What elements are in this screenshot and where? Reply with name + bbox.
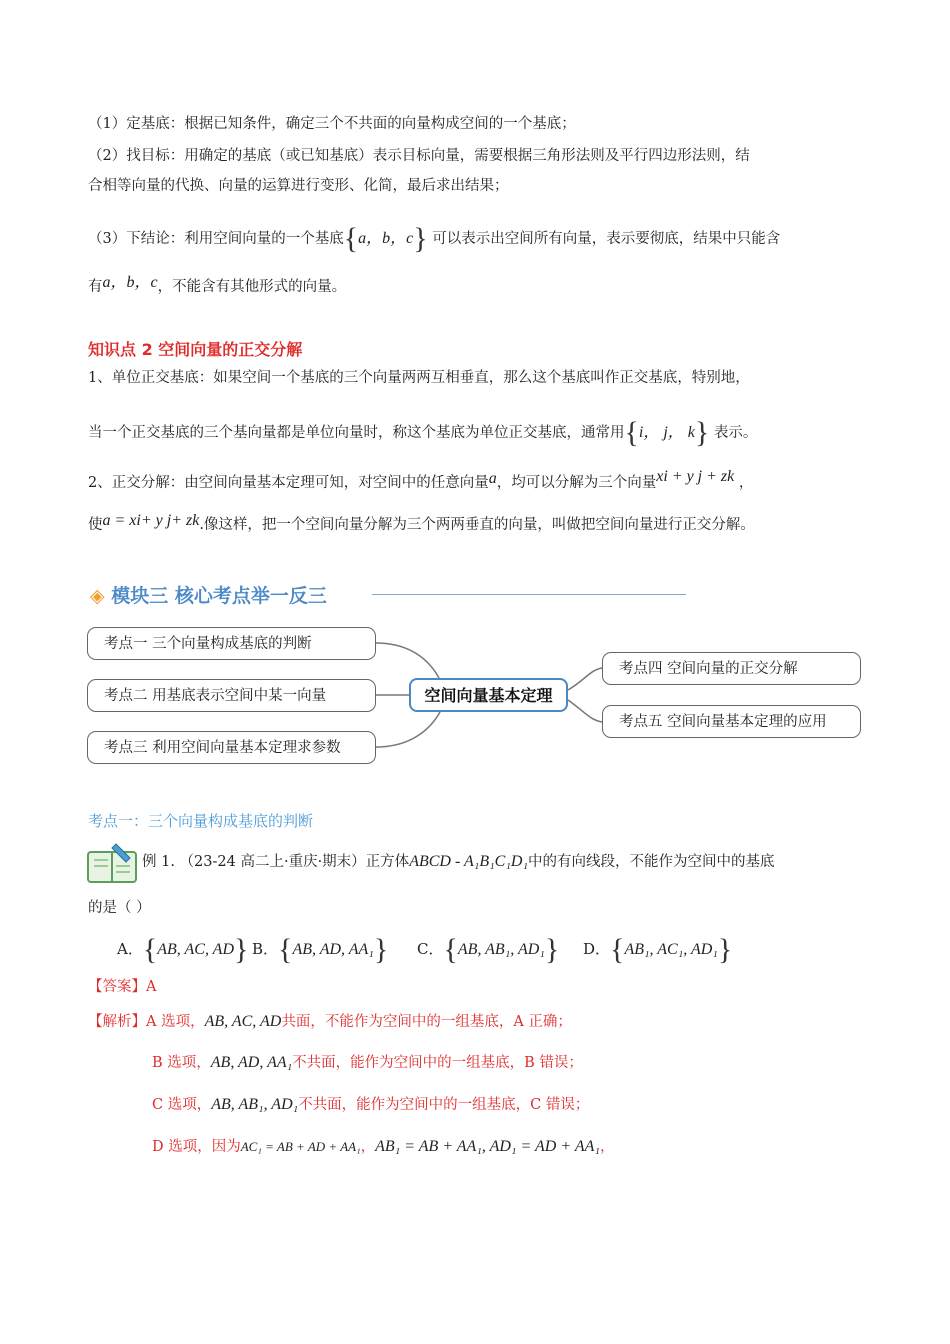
kp2-line3-text: 2、正交分解：由空间向量基本定理可知，对空间中的任意向量 xyxy=(88,475,489,491)
option-b[interactable] xyxy=(252,933,388,967)
option-c[interactable] xyxy=(417,933,559,967)
step-3-text-b: 可以表示出空间所有向量，表示要彻底，结果中只能含 xyxy=(432,231,781,247)
topic-box-5[interactable]: 考点五 空间向量基本定理的应用 xyxy=(602,705,861,738)
brace-right: } xyxy=(413,222,428,255)
topic-box-4[interactable]: 考点四 空间向量的正交分解 xyxy=(602,652,861,685)
topic-box-2[interactable]: 考点二 用基底表示空间中某一向量 xyxy=(87,679,376,712)
topic-box-3[interactable]: 考点三 利用空间向量基本定理求参数 xyxy=(87,731,376,764)
brace-right: } xyxy=(717,933,733,966)
step-2-line2: 合相等向量的代换、向量的运算进行变形、化简，最后求出结果； xyxy=(88,178,509,194)
step-3-text-d: ，不能含有其他形式的向量。 xyxy=(157,279,347,295)
basis-abc: a，b，c xyxy=(358,230,414,247)
analysis-label: 【解析】 xyxy=(88,1014,146,1030)
example-label: 例 1. （23-24 高二上·重庆·期末）正方体 xyxy=(142,854,410,870)
example-line1 xyxy=(142,852,775,872)
expr-full: a = xi+ y j+ zk xyxy=(102,512,200,529)
analysis-d4: AB₁ = AB + AA₁, AD₁ = AD + AA₁ xyxy=(375,1138,600,1155)
step-3-text-c: 有 xyxy=(88,279,103,295)
kp2-line2-end: 表示。 xyxy=(713,425,758,441)
cube-name: ABCD - A₁B₁C₁D₁ xyxy=(409,853,529,870)
book-pencil-icon xyxy=(86,840,140,884)
analysis-a1: A 选项， xyxy=(146,1014,205,1030)
brace-left: { xyxy=(443,933,458,966)
topic-box-1[interactable]: 考点一 三个向量构成基底的判断 xyxy=(87,627,376,660)
brace-left: { xyxy=(142,933,158,966)
analysis-c3: 不共面，能作为空间中的一组基底，C 错误； xyxy=(298,1097,590,1113)
option-set: AB, AB₁, AD₁ xyxy=(457,941,545,958)
mindmap-center: 空间向量基本定理 xyxy=(409,678,568,712)
double-diamond-icon: ◈ xyxy=(90,585,105,607)
kp2-comma: ， xyxy=(738,475,754,491)
kp2-line1: 1、单位正交基底：如果空间一个基底的三个向量两两互相垂直，那么这个基底叫作正交基底，特别地， xyxy=(88,370,750,386)
analysis-c1: C 选项， xyxy=(152,1097,212,1113)
analysis-b3: 不共面，能作为空间中的一组基底，B 错误； xyxy=(292,1055,583,1071)
module-title-text: 模块三 核心考点举一反三 xyxy=(111,585,327,607)
answer-value: A xyxy=(146,979,157,995)
analysis-d5: ， xyxy=(599,1139,615,1155)
option-d[interactable] xyxy=(583,933,732,967)
option-set: AB, AC, AD xyxy=(157,941,234,958)
option-set: AB, AD, AA₁ xyxy=(292,941,374,958)
option-letter: B． xyxy=(252,940,279,958)
kp2-title: 知识点 2 空间向量的正交分解 xyxy=(88,340,303,359)
answer-label: 【答案】 xyxy=(88,979,146,995)
expr-xyz: xi + y j + zk xyxy=(656,468,735,485)
option-letter: A． xyxy=(117,940,143,958)
vector-a: a xyxy=(488,470,497,487)
analysis-b2: AB, AD, AA₁ xyxy=(210,1054,293,1071)
step-2-line1: （2）找目标：用确定的基底（或已知基底）表示目标向量，需要根据三角形法则及平行四边形法则，结 xyxy=(88,148,750,164)
brace-left: { xyxy=(624,416,639,449)
brace-right: } xyxy=(544,933,560,966)
step-3-text-a: （3）下结论：利用空间向量的一个基底 xyxy=(88,231,344,247)
analysis-d1: D 选项，因为 xyxy=(152,1139,241,1155)
analysis-d2: AC₁ = AB + AD + AA₁ xyxy=(240,1139,361,1154)
example-line2: 的是（ ） xyxy=(88,900,151,916)
brace-right: } xyxy=(373,933,389,966)
kp2-line4-text: .像这样，把一个空间向量分解为三个两两垂直的向量，叫做把空间向量进行正交分解。 xyxy=(199,517,755,533)
brace-right: } xyxy=(234,933,249,966)
analysis-b1: B 选项， xyxy=(152,1055,211,1071)
kp2-line3-mid: ，均可以分解为三个向量 xyxy=(496,475,657,491)
brace-left: { xyxy=(343,222,359,255)
option-set: AB₁, AC₁, AD₁ xyxy=(624,941,718,958)
brace-left: { xyxy=(610,933,625,966)
kp2-line2-text: 当一个正交基底的三个基向量都是单位向量时，称这个基底为单位正交基底，通常用 xyxy=(88,425,625,441)
brace-left: { xyxy=(278,933,293,966)
analysis-a3: 共面，不能作为空间中的一组基底，A 正确； xyxy=(281,1014,572,1030)
analysis-line-d xyxy=(152,1137,614,1157)
option-letter: D． xyxy=(583,940,611,958)
brace-right: } xyxy=(694,416,710,449)
analysis-line-a xyxy=(88,1012,572,1032)
analysis-c2: AB, AB₁, AD₁ xyxy=(211,1096,299,1113)
analysis-line-b xyxy=(152,1053,583,1073)
analysis-d3: ， xyxy=(360,1139,376,1155)
analysis-a2: AB, AC, AD xyxy=(204,1013,282,1030)
basis-abc-inline: a，b，c xyxy=(102,274,158,291)
kd1-title: 考点一：三个向量构成基底的判断 xyxy=(88,812,314,830)
analysis-line-c xyxy=(152,1095,589,1115)
answer xyxy=(88,977,156,997)
option-letter: C． xyxy=(417,940,444,958)
option-a[interactable] xyxy=(117,933,248,967)
basis-ijk: i， j， k xyxy=(638,424,695,441)
kp2-line4-start: 使 xyxy=(88,517,103,533)
step-1: （1）定基底：根据已知条件，确定三个不共面的向量构成空间的一个基底； xyxy=(88,116,576,132)
example-text2: 中的有向线段，不能作为空间中的基底 xyxy=(528,854,775,870)
